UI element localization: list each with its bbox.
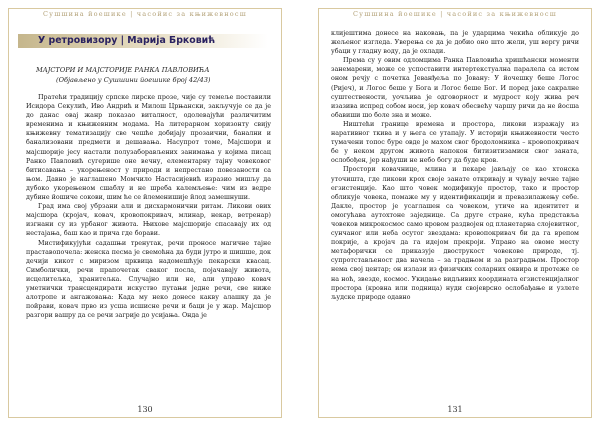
running-header: Сушшина йоешике | часойис за књижевносш bbox=[43, 10, 247, 18]
book-gutter bbox=[290, 0, 310, 426]
article-body bbox=[26, 93, 271, 320]
paragraph: Ништећи границе времена и простора, ликови изражају из наративног ткива и у њега се утапају. У историји књижевности често тумачени топос буре овде је махом свог бродоломника – кровопокривач бе у неком другом живота напокон битизитизамиси свог заната, ослобођен, јер нађуши не небо богу да буде кров. bbox=[331, 120, 579, 165]
paragraph: Према су у овим одломцима Ранка Павловића хришћански моменти занемарени, може се успоставити интертекстуална паралела са истом оном речју с почетка Јеванђеља по Јовану: У йочешку беше Логос (Ријеч), и Логос беше у Бога и Логос беше Бог. И поред јаке сакралне суштествености, уочљива је одговорност и мудрост коју жива реч изазива испред собом носи, јер ковач обесвећу чаршу ричи да не йосша обавиши шо боле зна и може. bbox=[331, 57, 579, 119]
article-body-continued bbox=[331, 29, 579, 302]
paragraph: Простори ковачнице, млина и пекаре јављају се као хтонска уточишта, где ликови крох своје занате откривају и чувају вечне тајне егзистенције. Као што човек модификује простор, тако и простор обликује човека, помаже му у идентификацији и превазилажењу себе. Дакле, простор је усаглашен са човеком, утиче на идентитет и омогућава аутохтоне заједнице. Са друге стране, кућа представља човеков микрокосмос само кровом раздвојен од планетарна слојевитног, сунчаног или неба осутог звездама: кровопокривач би да га врепом покрије, а кројач да га идејом прекроји. Упрано на овоме месту метафорички се приказује двострукост човекове природе, тј. супротстављеност два начела – за градњом и за разградњом. Простор нема свој центар; он излази из физичких соларних оквира и протеже се на ноћ, звезде, космос. Укидање видљивих координата егзистенцијалног простора (кровна или подница) нуди својеврсно ослобађање и узлете људске природе одавно bbox=[331, 166, 579, 301]
page-number: 131 bbox=[447, 405, 463, 414]
article-source-note: (Објављено у Сушшини йоешике број 42/43) bbox=[56, 76, 211, 84]
page-number: 130 bbox=[137, 405, 153, 414]
paragraph: клијештима донесе на наковањ, па је ударцима чекића обликује до жељеног изгледа. Уверења се да је добио оно што жели, уш вергу ричи убаци у гладну воду, да је охлади. bbox=[331, 30, 579, 56]
right-page bbox=[310, 0, 600, 426]
section-title: У ретровизору | Марија Брковић bbox=[38, 35, 216, 46]
paragraph: Мистификујући садашњи тренутак, речи проносе магичне тајне праставопочела: женска песма је свемоћна да буди јутро и шишше, док дечији кикот с миризом црквица надомешћује пекарски квасац. Симболички, речи прапочетак сваког посла, појачавају живота, исцелитељка, хранитељка. Случајно или не, али управо ковач уметнички трансцендирати искуство путањи једне речи, све ниже алотропе и ангажовања: Када му неко донесе какву алашку да је пойрави, ковач прво из усша исшисне речи и баци је у жар. Мајсшор разгори вашру да се речи загрије до усијања. Онда је bbox=[26, 239, 271, 320]
paragraph: Град има свој убрзани али и дисхармонични ритам. Ликови ових мајсшора (кројач, ковач, кровопокривач, млинар, некар, ветренар) изгнани су из урбаног живота. Њихове мајсшорије спасавају их од нестајања, баш као и прича где борави. bbox=[26, 203, 271, 238]
article-title: МАЈСТОРИ И МАЈСТОРИЈЕ РАНКА ПАВЛОВИЋА bbox=[36, 66, 210, 74]
left-page bbox=[0, 0, 290, 426]
paragraph: Пратећи традицију српске лирске прозе, чије су темеље поставили Исидора Секулић, Иво Андрић и Милош Црњански, закључује се да је до данас овај жанр показао виталност, одолевајући различитим временима и књижевним модама. На литерарном хоризонту свију књижевну тематизацију све чешће добијају прозаични, банални и банализовани предмети и дешавања. Насупрот томе, Мајсшори и мајсшорије јесу настали полузаборављених занимања у којима писац Ранко Павловић сугерише оне вечну, елементарну тајну човековог битисавања – укорењеност у природи и непрестано повезаности са њом. Давно је наглашено Момчило Настасијевић изразио мишљу да дубоко укорењеном сшаблу и не шреба калемљење: чим из ведре дубине йошиче сокови, шим ће се йлеменишије йлод замешнуши. bbox=[26, 94, 271, 202]
section-title-bar bbox=[18, 34, 268, 48]
running-header: Сушшина йоешике | часойис за књижевносш bbox=[353, 10, 557, 18]
